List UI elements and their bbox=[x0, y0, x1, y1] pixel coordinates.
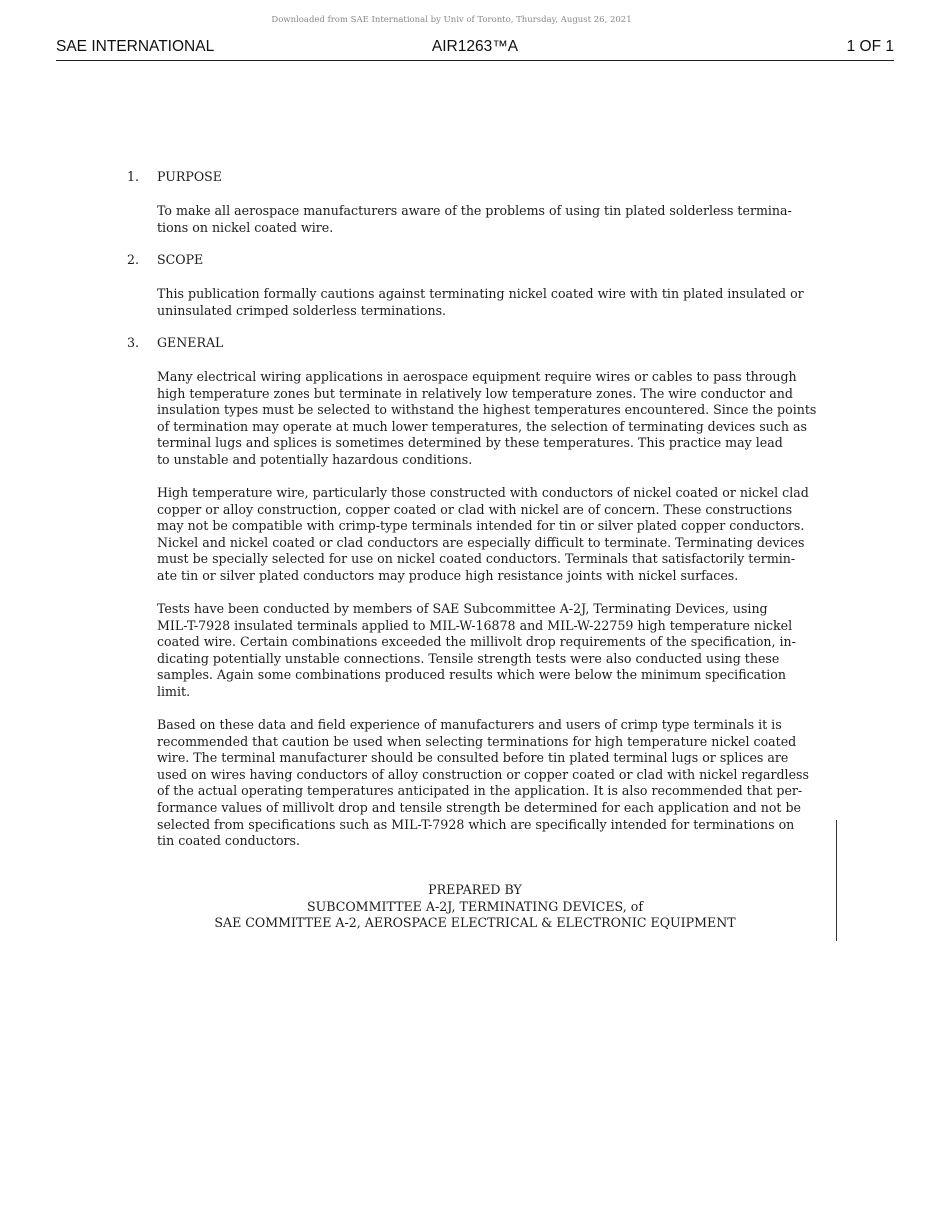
prepared-by-line: SUBCOMMITTEE A-2J, TERMINATING DEVICES, of bbox=[306, 898, 643, 914]
general-paragraph-2 bbox=[157, 485, 847, 585]
page-header bbox=[56, 38, 894, 61]
text-line: used on wires having conductors of alloy construction or copper coated or clad with nickel regardless bbox=[157, 766, 809, 782]
header-page-number: 1 OF 1 bbox=[846, 38, 894, 55]
text-line: uninsulated crimped solderless terminations. bbox=[157, 302, 447, 318]
text-line: recommended that caution be used when selecting terminations for high temperature nickel coated bbox=[157, 733, 797, 749]
text-line: high temperature zones but terminate in relatively low temperature zones. The wire conductor and bbox=[157, 385, 793, 401]
text-line: coated wire. Certain combinations exceeded the millivolt drop requirements of the specification, in- bbox=[157, 634, 796, 650]
text-line: High temperature wire, particularly those constructed with conductors of nickel coated or nickel clad bbox=[157, 485, 809, 500]
text-line: ate tin or silver plated conductors may produce high resistance joints with nickel surfaces. bbox=[157, 567, 739, 583]
text-line: Nickel and nickel coated or clad conductors are especially difficult to terminate. Terminating devices bbox=[157, 534, 805, 550]
text-line: formance values of millivolt drop and tensile strength be determined for each application and not be bbox=[157, 799, 802, 815]
text-line: to unstable and potentially hazardous conditions. bbox=[157, 451, 473, 467]
prepared-by-block bbox=[0, 882, 950, 932]
text-line: This publication formally cautions against terminating nickel coated wire with tin plated insulated or bbox=[157, 286, 804, 301]
text-line: To make all aerospace manufacturers aware of the problems of using tin plated solderless termina- bbox=[157, 203, 792, 218]
text-line: must be specially selected for use on nickel coated conductors. Terminals that satisfactorily termin- bbox=[157, 551, 796, 567]
section-title: SCOPE bbox=[157, 252, 204, 267]
text-line: Many electrical wiring applications in aerospace equipment require wires or cables to pass through bbox=[157, 369, 797, 384]
header-org: SAE INTERNATIONAL bbox=[56, 38, 215, 55]
text-line: wire. The terminal manufacturer should be consulted before tin plated terminal lugs or splices are bbox=[157, 750, 789, 766]
revision-bar bbox=[836, 820, 837, 941]
text-line: MIL-T-7928 insulated terminals applied to MIL-W-16878 and MIL-W-22759 high temperature nickel bbox=[157, 617, 793, 633]
scope-paragraph bbox=[157, 286, 847, 319]
general-paragraph-1 bbox=[157, 369, 847, 469]
text-line: of the actual operating temperatures anticipated in the application. It is also recommended that per- bbox=[157, 783, 803, 799]
section-title: GENERAL bbox=[157, 335, 224, 350]
section-title: PURPOSE bbox=[157, 169, 222, 184]
download-watermark: Downloaded from SAE International by Univ of Toronto, Thursday, August 26, 2021 bbox=[271, 15, 632, 25]
text-line: copper or alloy construction, copper coated or clad with nickel are of concern. These constructions bbox=[157, 501, 793, 517]
prepared-by-line: SAE COMMITTEE A-2, AEROSPACE ELECTRICAL & ELECTRONIC EQUIPMENT bbox=[214, 915, 736, 931]
header-doc-id: AIR1263™A bbox=[431, 38, 519, 55]
text-line: Tests have been conducted by members of SAE Subcommittee A-2J, Terminating Devices, using bbox=[157, 601, 768, 616]
text-line: may not be compatible with crimp-type terminals intended for tin or silver plated copper conductors. bbox=[157, 518, 805, 534]
general-paragraph-3 bbox=[157, 601, 847, 701]
section-number: 2. bbox=[127, 252, 140, 267]
section-number: 3. bbox=[127, 335, 140, 350]
text-line: Based on these data and field experience of manufacturers and users of crimp type terminals it is bbox=[157, 717, 782, 732]
purpose-paragraph bbox=[157, 203, 847, 236]
text-line: limit. bbox=[157, 683, 191, 699]
text-line: insulation types must be selected to withstand the highest temperatures encountered. Since the points bbox=[157, 402, 817, 418]
text-line: terminal lugs and splices is sometimes determined by these temperatures. This practice may lead bbox=[157, 435, 783, 451]
prepared-by-line: PREPARED BY bbox=[428, 882, 522, 897]
text-line: samples. Again some combinations produced results which were below the minimum specification bbox=[157, 667, 786, 683]
text-line: of termination may operate at much lower temperatures, the selection of terminating devices such as bbox=[157, 418, 807, 434]
text-line: dicating potentially unstable connections. Tensile strength tests were also conducted using these bbox=[157, 650, 780, 666]
section-number: 1. bbox=[127, 169, 140, 184]
text-line: tions on nickel coated wire. bbox=[157, 219, 334, 235]
text-line: tin coated conductors. bbox=[157, 833, 301, 849]
general-paragraph-4 bbox=[157, 717, 847, 850]
text-line: selected from specifications such as MIL-T-7928 which are specifically intended for terminations on bbox=[157, 816, 795, 832]
